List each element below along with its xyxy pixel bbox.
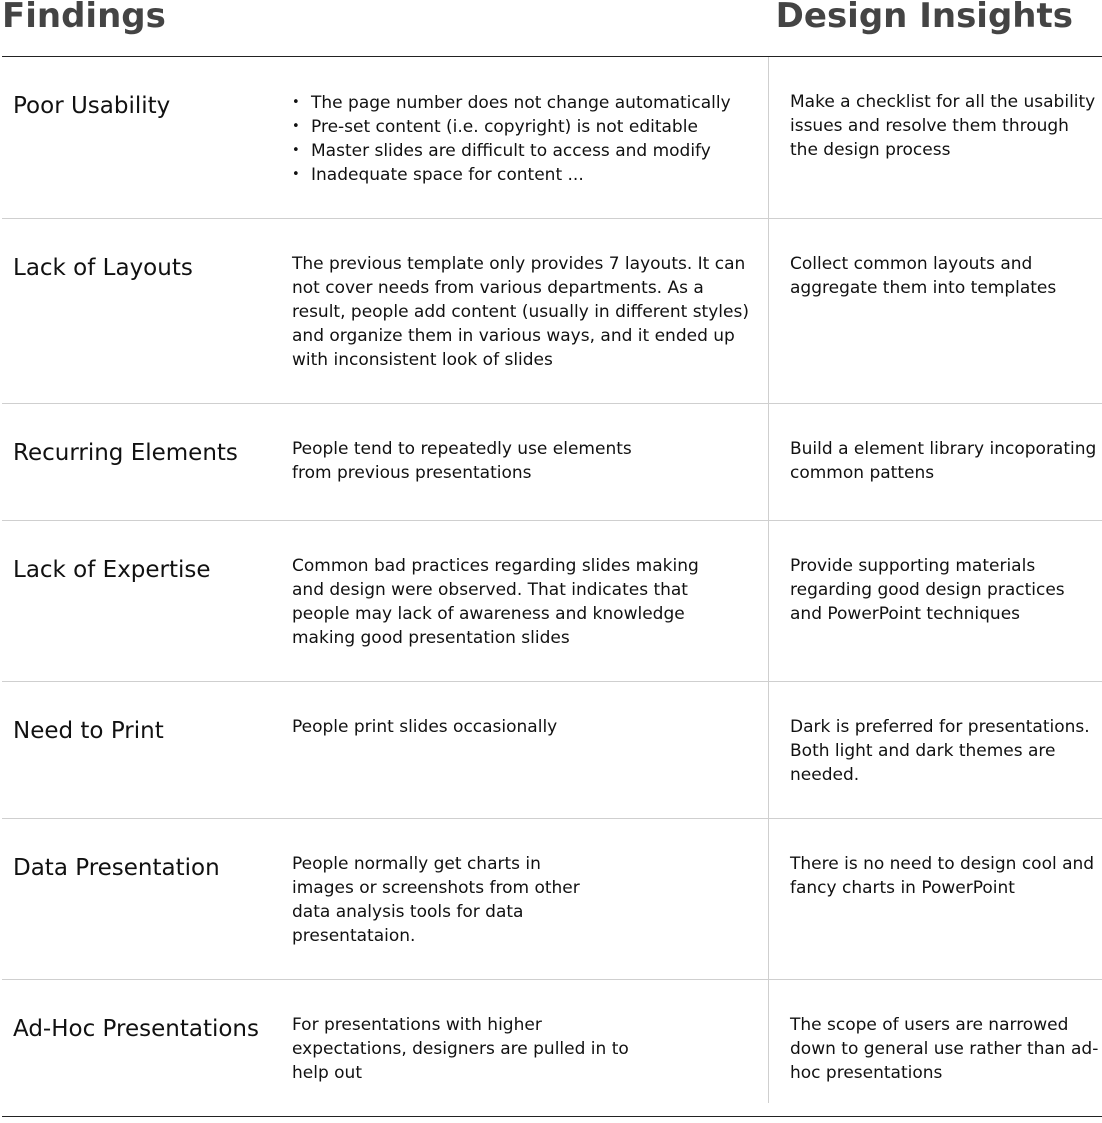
row-finding: For presentations with higher expectations, designers are pulled in to help out xyxy=(292,1015,629,1083)
row-category: Lack of Expertise xyxy=(13,557,211,583)
table-row xyxy=(2,57,1102,219)
finding-bullet: • Inadequate space for content ... xyxy=(292,163,752,187)
finding-bullet-list xyxy=(292,91,752,187)
table-row xyxy=(2,404,1102,521)
row-finding: People print slides occasionally xyxy=(292,717,558,737)
table-row xyxy=(2,980,1102,1116)
table-header xyxy=(0,0,1102,56)
row-finding xyxy=(292,91,752,187)
row-category: Data Presentation xyxy=(13,855,220,881)
row-finding: Common bad practices regarding slides making and design were observed. That indicates that people may lack of awareness and knowledge making good presentation slides xyxy=(292,556,699,648)
row-finding: People normally get charts in images or screenshots from other data analysis tools for data presentataion. xyxy=(292,854,580,946)
finding-bullet: • Master slides are difficult to access and modify xyxy=(292,139,752,163)
row-insight: Make a checklist for all the usability issues and resolve them through the design process xyxy=(790,92,1096,160)
table-row xyxy=(2,521,1102,682)
row-insight: The scope of users are narrowed down to general use rather than ad-hoc presentations xyxy=(790,1015,1099,1083)
row-category: Poor Usability xyxy=(13,93,171,119)
row-category: Ad-Hoc Presentations xyxy=(13,1016,259,1042)
table-row xyxy=(2,219,1102,404)
row-insight: There is no need to design cool and fancy charts in PowerPoint xyxy=(790,854,1095,898)
row-finding: People tend to repeatedly use elements from previous presentations xyxy=(292,439,632,483)
findings-heading: Findings xyxy=(2,0,166,36)
design-insights-heading: Design Insights xyxy=(775,0,1073,36)
row-category: Recurring Elements xyxy=(13,440,238,466)
finding-bullet: • The page number does not change automatically xyxy=(292,91,752,115)
findings-table xyxy=(2,57,1102,1116)
row-insight: Dark is preferred for presentations. Both light and dark themes are needed. xyxy=(790,717,1090,785)
row-category: Need to Print xyxy=(13,718,164,744)
table-bottom-divider xyxy=(2,1116,1102,1117)
row-insight: Collect common layouts and aggregate them into templates xyxy=(790,254,1057,298)
row-finding: The previous template only provides 7 layouts. It can not cover needs from various departments. As a result, people add content (usually in different styles) and organize them in various ways, and it ended up with inconsistent look of slides xyxy=(292,254,749,370)
finding-bullet: • Pre-set content (i.e. copyright) is not editable xyxy=(292,115,752,139)
row-insight: Provide supporting materials regarding good design practices and PowerPoint techniques xyxy=(790,556,1065,624)
table-row xyxy=(2,682,1102,819)
table-row xyxy=(2,819,1102,980)
row-insight: Build a element library incoporating common pattens xyxy=(790,439,1097,483)
row-category: Lack of Layouts xyxy=(13,255,193,281)
